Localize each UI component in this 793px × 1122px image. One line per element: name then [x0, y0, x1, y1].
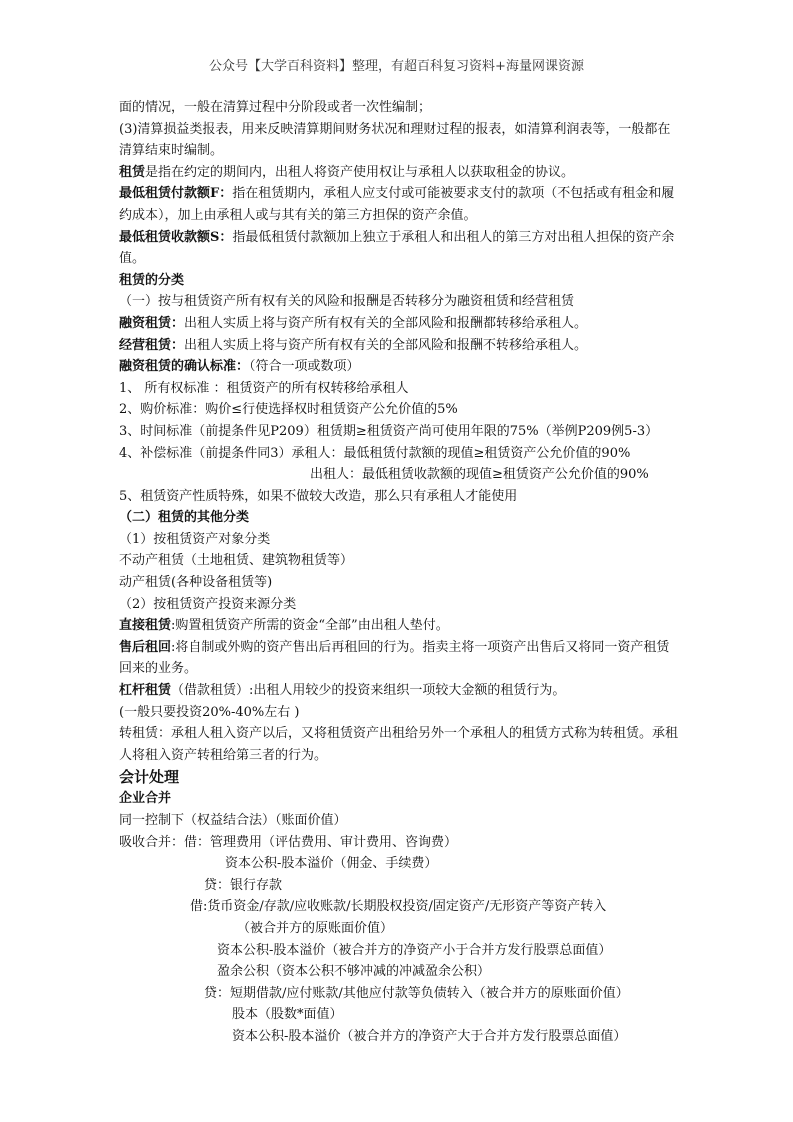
term: 杠杆租赁 [119, 683, 172, 699]
term: 直接租赁 [119, 618, 172, 634]
text-paragraph: (3)清算损益类报表，用来反映清算期间财务状况和理财过程的报表，如清算利润表等，一般都在清算结束时编制。 [119, 121, 671, 159]
definition-text: （符合一项或数项） [249, 359, 360, 375]
section-heading: （二）租赁的其他分类 [119, 510, 250, 526]
definition-text: 是指在约定的期间内，出租人将资产使用权让与承租人以获取租金的协议。 [145, 164, 575, 180]
subsection-heading: 企业合并 [119, 791, 172, 807]
term: 最低租赁付款额F： [119, 186, 233, 202]
definition-text: （借款租赁）:出租人用较少的投资来组织一项较大金额的租赁行为。 [171, 683, 566, 699]
journal-entry-line: 资本公积-股本溢价（佣金、手续费） [225, 856, 438, 872]
criteria-item: 2、购价标准：购价≤行使选择权时租赁资产公允价值的5% [119, 402, 458, 418]
definition-text: :将自制或外购的资产售出后再租回的行为。指卖主将一项资产出售后又将同一资产租赁回来的业务。 [119, 639, 670, 677]
text-paragraph: 转租赁：承租人租入资产以后，又将租赁资产出租给另外一个承租人的租赁方式称为转租赁。承租人将租入资产转租给第三者的行为。 [119, 726, 679, 763]
text-line: 面的情况，一般在清算过程中分阶段或者一次性编制； [119, 100, 432, 115]
journal-entry-line: 贷：银行存款 [204, 877, 283, 893]
journal-entry-line: 吸收合并：借：管理费用（评估费用、审计费用、咨询费） [119, 834, 458, 850]
definition-direct-lease [119, 615, 679, 637]
definition-lease [119, 162, 679, 184]
text-line: 同一控制下（权益结合法）（账面价值） [119, 813, 347, 828]
term: 融资租赁的确认标准： [119, 359, 250, 375]
term: 租赁 [119, 164, 146, 180]
criteria-item: 5、租赁资产性质特殊，如果不做较大改造，那么只有承租人才能使用 [119, 488, 518, 504]
journal-entry-line: 资本公积-股本溢价（被合并方的净资产小于合并方发行股票总面值） [217, 942, 612, 958]
journal-entry-line: （被合并方的原账面价值） [237, 920, 394, 936]
definition-sale-leaseback [119, 637, 679, 680]
text-line: （一）按与租赁资产所有权有关的风险和报酬是否转移分为融资租赁和经营租赁 [119, 294, 575, 310]
definition-min-lease-payments [119, 183, 679, 226]
journal-entry-line: 股本（股数*面值） [232, 1007, 343, 1023]
page-header: 公众号【大学百科资料】整理，有超百科复习资料+海量网课资源 [209, 59, 584, 74]
section-heading: 会计处理 [119, 768, 180, 787]
criteria-item: 1、 所有权标准 ：租赁资产的所有权转移给承租人 [119, 380, 409, 396]
criteria-item: 3、时间标准（前提条件见P209）租赁期≥租赁资产尚可使用年限的75%（举例P209例5-3） [119, 423, 659, 439]
text-line: （1）按租赁资产对象分类 [119, 531, 271, 547]
criteria-item: 出租人：最低租赁收款额的现值≥租赁资产公允价值的90% [310, 467, 649, 483]
text-line: （2）按租赁资产投资来源分类 [119, 596, 297, 612]
definition-operating-lease [119, 335, 679, 357]
text-line: 动产租赁(各种设备租赁等) [119, 575, 273, 591]
criteria-heading [119, 356, 679, 378]
definition-text: 出租人实质上将与资产所有权有关的全部风险和报酬都转移给承租人。 [184, 315, 588, 331]
definition-leveraged-lease [119, 680, 679, 702]
definition-text: 指在租赁期内，承租人应支付或可能被要求支付的款项（不包括或有租金和履约成本），加上由承租人或与其有关的第三方担保的资产余值。 [119, 186, 675, 223]
document-body [119, 97, 679, 1048]
term: 融资租赁： [119, 315, 185, 331]
definition-text: 指最低租赁付款额加上独立于承租人和出租人的第三方对出租人担保的资产余值。 [119, 229, 675, 267]
definition-text: 出租人实质上将与资产所有权有关的全部风险和报酬不转移给承租人。 [184, 337, 588, 353]
journal-entry-line: 贷：短期借款/应付账款/其他应付款等负债转入（被合并方的原账面价值） [204, 985, 629, 1001]
journal-entry-line: 借:货币资金/存款/应收账款/长期股权投资/固定资产/无形资产等资产转入 [190, 899, 607, 915]
journal-entry-line: 盈余公积（资本公积不够冲减的冲减盈余公积） [217, 964, 491, 980]
definition-text: :购置租赁资产所需的资金“全部”由出租人垫付。 [171, 618, 449, 634]
definition-finance-lease [119, 313, 679, 335]
term: 最低租赁收款额S： [119, 229, 233, 245]
journal-entry-line: 资本公积-股本溢价（被合并方的净资产大于合并方发行股票总面值） [232, 1028, 627, 1044]
definition-min-lease-receipts [119, 227, 679, 270]
text-line: 不动产租赁（土地租赁、建筑物租赁等） [119, 553, 354, 569]
term: 经营租赁： [119, 337, 185, 353]
section-heading: 租赁的分类 [119, 272, 185, 288]
term: 售后租回 [119, 639, 172, 655]
text-line: (一般只要投资20%-40%左右 ) [119, 704, 300, 720]
criteria-item: 4、补偿标准（前提条件同3）承租人：最低租赁付款额的现值≥租赁资产公允价值的90% [119, 445, 631, 461]
